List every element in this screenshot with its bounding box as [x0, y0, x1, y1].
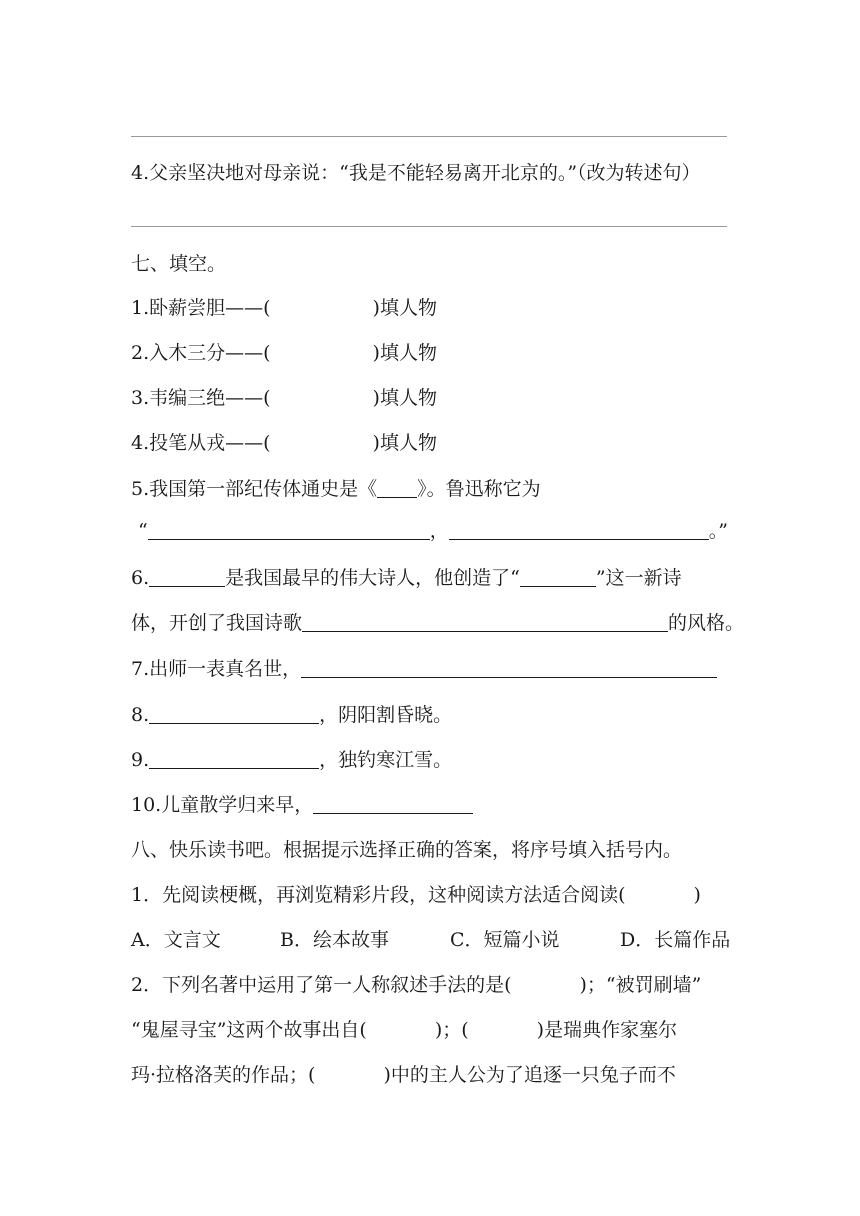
- question-line: [131, 882, 701, 908]
- section-title: 八、快乐读书吧。根据提示选择正确的答案，将序号填入括号内。: [131, 839, 683, 861]
- item-prefix: 3.韦编三绝——(: [131, 387, 271, 409]
- item-text: 7.出师一表真名世，: [131, 658, 302, 680]
- answer-blank[interactable]: [148, 519, 430, 540]
- item-text: 8.: [131, 704, 150, 726]
- fill-item: [131, 340, 437, 366]
- fill-item: [131, 656, 717, 682]
- fill-item: [131, 747, 452, 773]
- answer-blank[interactable]: [302, 611, 668, 632]
- answer-blank[interactable]: [149, 703, 319, 724]
- section-heading: [131, 251, 226, 277]
- item-text: 5.我国第一部纪传体通史是《: [131, 478, 378, 500]
- answer-blank[interactable]: [149, 748, 319, 769]
- item-text: 10.儿童散学归来早，: [131, 794, 314, 816]
- question-text: )是瑞典作家塞尔: [536, 1019, 678, 1041]
- item-prefix: 2.入木三分——(: [131, 342, 271, 364]
- item-text: 的风格。: [668, 612, 745, 634]
- item-text: ，独钓寒江雪。: [319, 749, 453, 771]
- fill-item: [131, 430, 437, 456]
- question-text: ): [693, 884, 701, 906]
- option-a[interactable]: A．文言文: [131, 929, 221, 951]
- item-prefix: 4.投笔从戎——(: [131, 432, 271, 454]
- answer-blank[interactable]: [301, 657, 717, 678]
- fill-item: [131, 792, 473, 818]
- option-c[interactable]: C．短篇小说: [450, 929, 560, 951]
- option-b[interactable]: B．绘本故事: [280, 929, 389, 951]
- question-line: [131, 1062, 676, 1088]
- question-text: )；(: [434, 1019, 469, 1041]
- question-text: )中的主人公为了追逐一只兔子而不: [383, 1064, 676, 1086]
- question-line: [131, 160, 701, 186]
- item-text: 是我国最早的伟大诗人，他创造了“: [225, 567, 520, 589]
- answer-blank[interactable]: [520, 566, 596, 587]
- section-heading: [131, 837, 682, 863]
- fill-item: [131, 385, 437, 411]
- section-title: 七、填空。: [131, 253, 227, 275]
- item-text: ，: [429, 520, 449, 542]
- fill-item: [138, 518, 728, 544]
- item-suffix: )填人物: [372, 342, 437, 364]
- question-text: 4.父亲坚决地对母亲说：“我是不能轻易离开北京的。”（改为转述句）: [131, 162, 701, 184]
- fill-item: [131, 476, 541, 502]
- item-text: 体，开创了我国诗歌: [131, 612, 303, 634]
- question-text: “鬼屋寻宝”这两个故事出自(: [131, 1019, 367, 1041]
- option-d[interactable]: D．长篇作品: [620, 929, 731, 951]
- answer-blank[interactable]: [449, 519, 709, 540]
- question-line: [131, 972, 701, 998]
- item-text: “: [138, 520, 148, 542]
- item-suffix: )填人物: [372, 387, 437, 409]
- item-text: 6.: [131, 567, 150, 589]
- item-text: 9.: [131, 749, 150, 771]
- question-line: [131, 1017, 677, 1043]
- answer-blank[interactable]: [149, 566, 225, 587]
- question-text: )；“被罚刷墙”: [579, 974, 702, 996]
- item-text: 。”: [708, 520, 728, 542]
- fill-item: [131, 702, 452, 728]
- answer-line: [131, 136, 727, 137]
- item-suffix: )填人物: [372, 432, 437, 454]
- answer-blank[interactable]: [377, 477, 417, 498]
- answer-blank[interactable]: [313, 793, 473, 814]
- question-text: 1．先阅读梗概，再浏览精彩片段，这种阅读方法适合阅读(: [131, 884, 626, 906]
- question-text: 2．下列名著中运用了第一人称叙述手法的是(: [131, 974, 512, 996]
- item-text: ，阴阳割昏晓。: [319, 704, 453, 726]
- question-text: 玛·拉格洛芙的作品；(: [131, 1064, 316, 1086]
- item-prefix: 1.卧薪尝胆——(: [131, 297, 271, 319]
- fill-item: [131, 610, 744, 636]
- item-text: 》。鲁迅称它为: [417, 478, 541, 500]
- fill-item: [131, 565, 682, 591]
- answer-line: [131, 226, 727, 227]
- item-text: ”这一新诗: [595, 567, 682, 589]
- fill-item: [131, 295, 437, 321]
- item-suffix: )填人物: [372, 297, 437, 319]
